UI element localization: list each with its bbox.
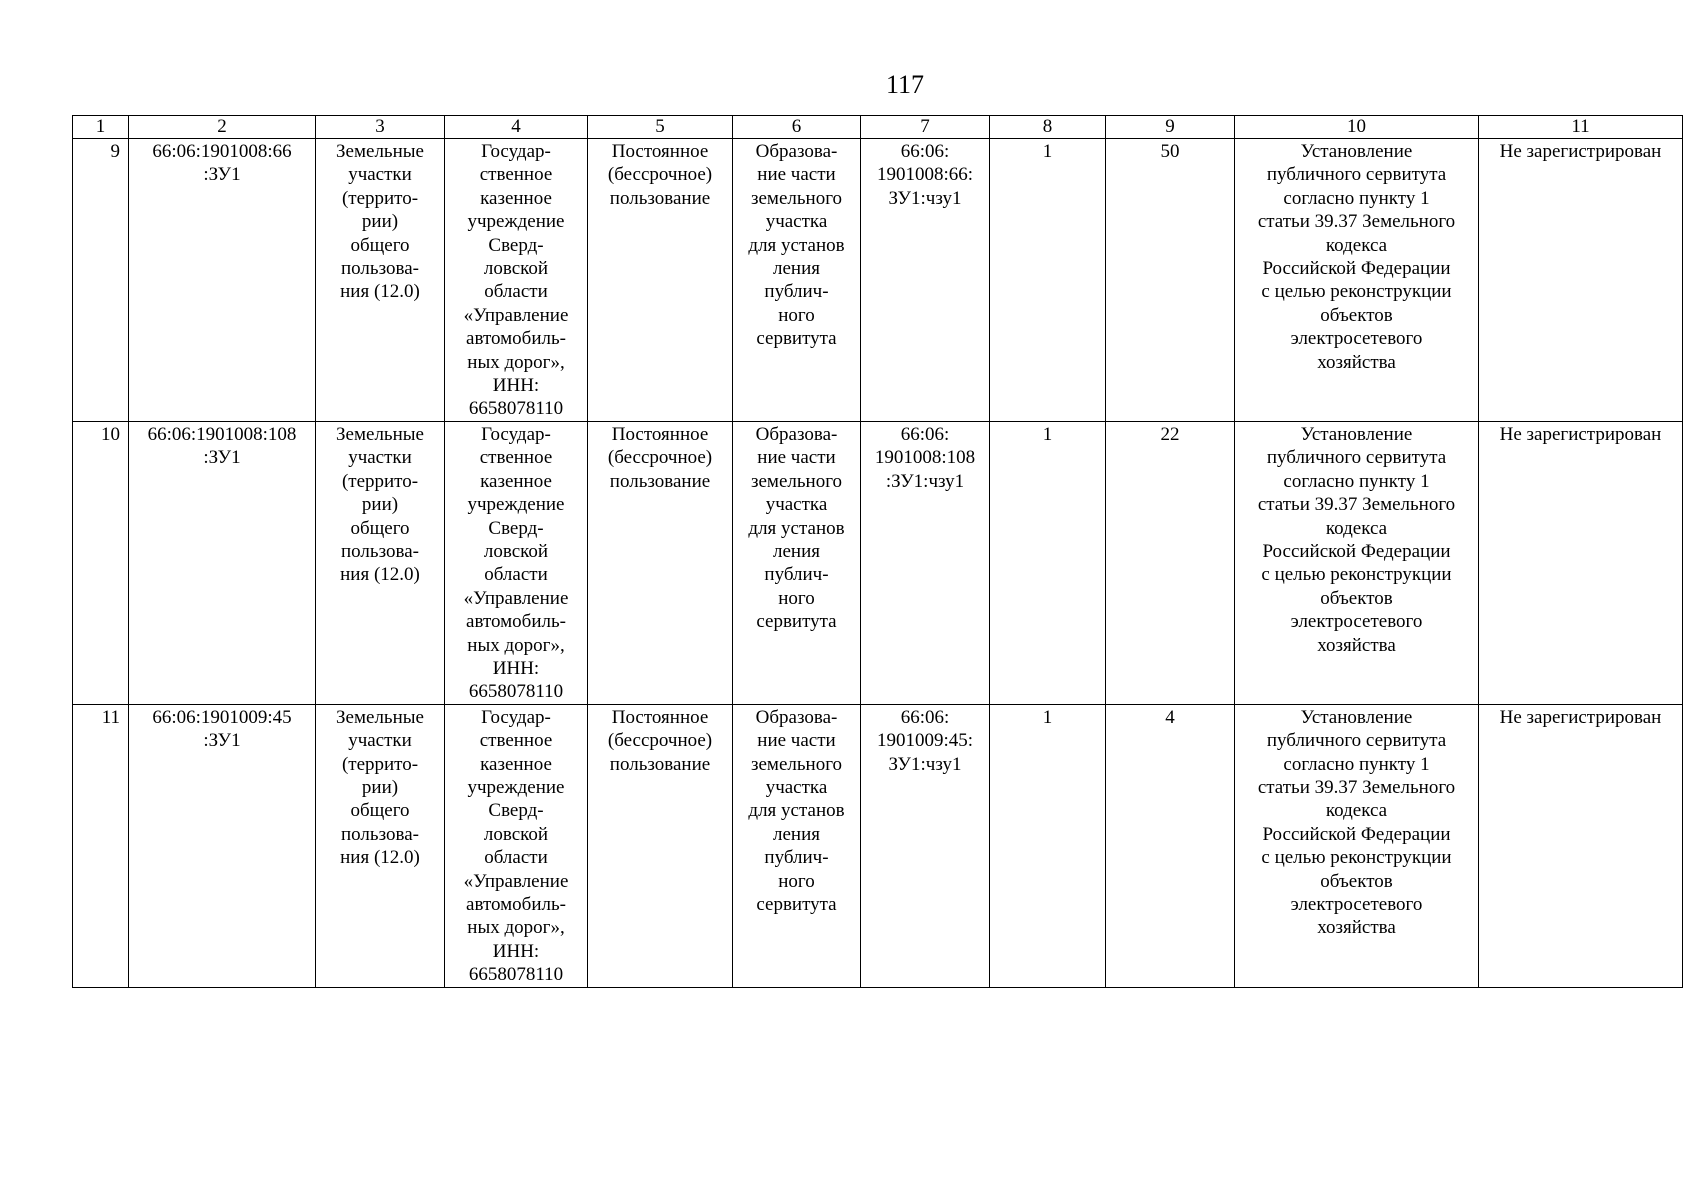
row-number-cell: 9 bbox=[73, 139, 129, 422]
right-type-cell: Постоянное (бессрочное) пользование bbox=[588, 139, 733, 422]
basis-cell: Установление публичного сервитута согласно пункту 1 статьи 39.37 Земельного кодекса Российской Федерации с целью реконструкции объектов электросетевого хозяйства bbox=[1235, 421, 1479, 704]
column-number: 2 bbox=[129, 116, 316, 139]
part-number-cell: 66:06: 1901009:45: ЗУ1:чзу1 bbox=[861, 704, 990, 987]
status-cell: Не зарегистрирован bbox=[1479, 421, 1683, 704]
right-type-cell: Постоянное (бессрочное) пользование bbox=[588, 421, 733, 704]
column-number: 7 bbox=[861, 116, 990, 139]
area-cell: 22 bbox=[1106, 421, 1235, 704]
registry-table bbox=[72, 115, 1683, 988]
count-cell: 1 bbox=[990, 704, 1106, 987]
purpose-cell: Образова- ние части земельного участка для установ ления публич- ного сервитута bbox=[733, 704, 861, 987]
land-category-cell: Земельные участки (террито- рии) общего пользова- ния (12.0) bbox=[316, 139, 445, 422]
area-cell: 4 bbox=[1106, 704, 1235, 987]
row-number-cell: 10 bbox=[73, 421, 129, 704]
column-number-row bbox=[73, 116, 1683, 139]
column-number: 1 bbox=[73, 116, 129, 139]
page-number: 117 bbox=[885, 70, 925, 99]
count-cell: 1 bbox=[990, 421, 1106, 704]
rights-holder-cell: Государ- ственное казенное учреждение Сверд- ловской области «Управление автомобиль- ных дорог», ИНН: 6658078110 bbox=[445, 704, 588, 987]
land-category-cell: Земельные участки (террито- рии) общего пользова- ния (12.0) bbox=[316, 421, 445, 704]
rights-holder-cell: Государ- ственное казенное учреждение Сверд- ловской области «Управление автомобиль- ных дорог», ИНН: 6658078110 bbox=[445, 421, 588, 704]
table-row bbox=[73, 704, 1683, 987]
basis-cell: Установление публичного сервитута согласно пункту 1 статьи 39.37 Земельного кодекса Российской Федерации с целью реконструкции объектов электросетевого хозяйства bbox=[1235, 704, 1479, 987]
column-number: 10 bbox=[1235, 116, 1479, 139]
column-number: 8 bbox=[990, 116, 1106, 139]
count-cell: 1 bbox=[990, 139, 1106, 422]
column-number: 11 bbox=[1479, 116, 1683, 139]
purpose-cell: Образова- ние части земельного участка для установ ления публич- ного сервитута bbox=[733, 139, 861, 422]
basis-cell: Установление публичного сервитута согласно пункту 1 статьи 39.37 Земельного кодекса Российской Федерации с целью реконструкции объектов электросетевого хозяйства bbox=[1235, 139, 1479, 422]
column-number: 4 bbox=[445, 116, 588, 139]
land-category-cell: Земельные участки (террито- рии) общего пользова- ния (12.0) bbox=[316, 704, 445, 987]
table-row bbox=[73, 421, 1683, 704]
column-number: 5 bbox=[588, 116, 733, 139]
area-cell: 50 bbox=[1106, 139, 1235, 422]
rights-holder-cell: Государ- ственное казенное учреждение Сверд- ловской области «Управление автомобиль- ных дорог», ИНН: 6658078110 bbox=[445, 139, 588, 422]
column-number: 6 bbox=[733, 116, 861, 139]
cadastral-number-cell: 66:06:1901008:66 :ЗУ1 bbox=[129, 139, 316, 422]
purpose-cell: Образова- ние части земельного участка для установ ления публич- ного сервитута bbox=[733, 421, 861, 704]
cadastral-number-cell: 66:06:1901009:45 :ЗУ1 bbox=[129, 704, 316, 987]
row-number-cell: 11 bbox=[73, 704, 129, 987]
part-number-cell: 66:06: 1901008:66: ЗУ1:чзу1 bbox=[861, 139, 990, 422]
cadastral-number-cell: 66:06:1901008:108 :ЗУ1 bbox=[129, 421, 316, 704]
status-cell: Не зарегистрирован bbox=[1479, 139, 1683, 422]
column-number: 3 bbox=[316, 116, 445, 139]
table-row bbox=[73, 139, 1683, 422]
status-cell: Не зарегистрирован bbox=[1479, 704, 1683, 987]
right-type-cell: Постоянное (бессрочное) пользование bbox=[588, 704, 733, 987]
part-number-cell: 66:06: 1901008:108 :ЗУ1:чзу1 bbox=[861, 421, 990, 704]
column-number: 9 bbox=[1106, 116, 1235, 139]
